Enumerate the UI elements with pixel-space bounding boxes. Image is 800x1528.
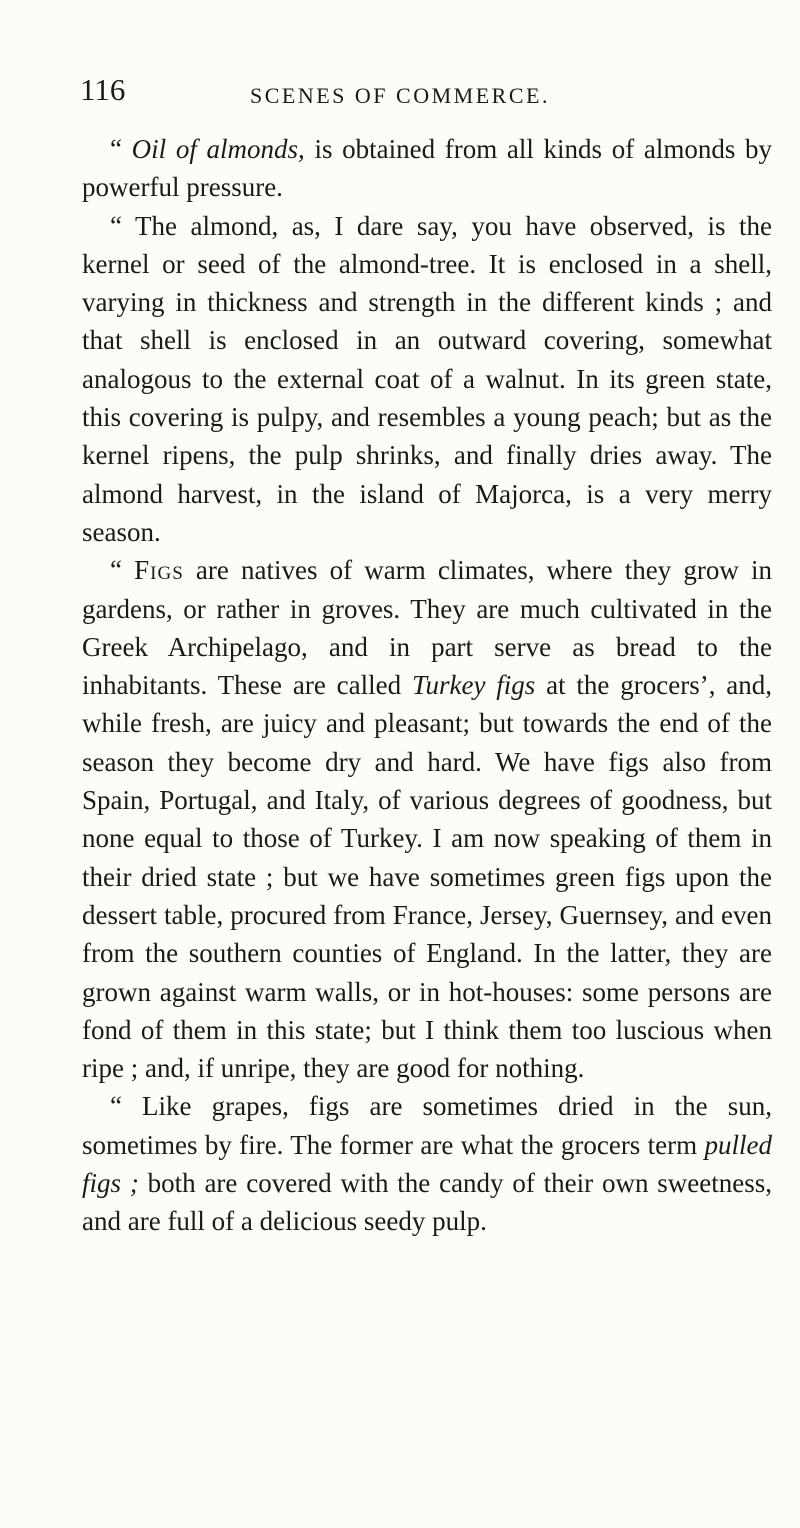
italic-oil: Oil [131,134,167,164]
paragraph-text: is obtained from all kinds of almonds by powerful pressure. [82,134,773,203]
paragraph-text: both are covered with the candy of their own sweetness, and are full of a delicious seedy pulp. [82,1168,772,1237]
running-head [82,68,772,124]
paragraph-oil-of-almonds [82,130,772,207]
quote-mark: “ [110,555,122,586]
body-text [82,130,772,1241]
quote-mark: “ [110,134,122,164]
paragraph-figs [82,551,772,1087]
small-caps-figs: Figs [134,555,184,586]
paragraph-almond [82,207,772,552]
italic-turkey-figs: Turkey figs [411,670,536,701]
paragraph-dried-figs [82,1087,772,1240]
paragraph-text: at the grocers’, and, while fresh, are juicy and pleasant; but towards the end of the season they become dry and hard. We have figs also from Spain, Portugal, and Italy, of various degrees of goodness, but none equal to those of Turkey. I am now speaking of them in their dried state ; but we have sometimes green figs upon the dessert table, procured from France, Jersey, Guernsey, and even from the southern counties of England. In the latter, they are grown against warm walls, or in hot-houses: some persons are fond of them in this state; but I think them too luscious when ripe ; and, if unripe, they are good for nothing. [82,670,773,1084]
paragraph-text: “ Like grapes, figs are sometimes dried in the sun, sometimes by fire. The former are what the grocers term [82,1091,772,1160]
paragraph-text: are natives of warm climates, where they grow in gardens, or rather in groves. They are much cultivated in the Greek Archipelago, and in part serve as bread to the inhabitants. These are called [82,555,772,701]
book-page [82,68,772,1241]
page-number: 116 [80,72,126,107]
italic-of: of [175,134,197,164]
italic-pulled-figs: pulled figs ; [82,1129,772,1199]
italic-almonds: almonds, [206,134,305,164]
running-title: SCENES OF COMMERCE. [250,83,550,108]
paragraph-text: “ The almond, as, I dare say, you have observed, is the kernel or seed of the almond-tree. It is enclosed in a shell, varying in thickness and strength in the different kinds ; and that shell is enclosed in an outward covering, somewhat analogous to the external coat of a walnut. In its green state, this covering is pulpy, and resembles a young peach; but as the kernel ripens, the pulp shrinks, and finally dries away. The almond harvest, in the island of Majorca, is a very merry season. [82,210,772,547]
